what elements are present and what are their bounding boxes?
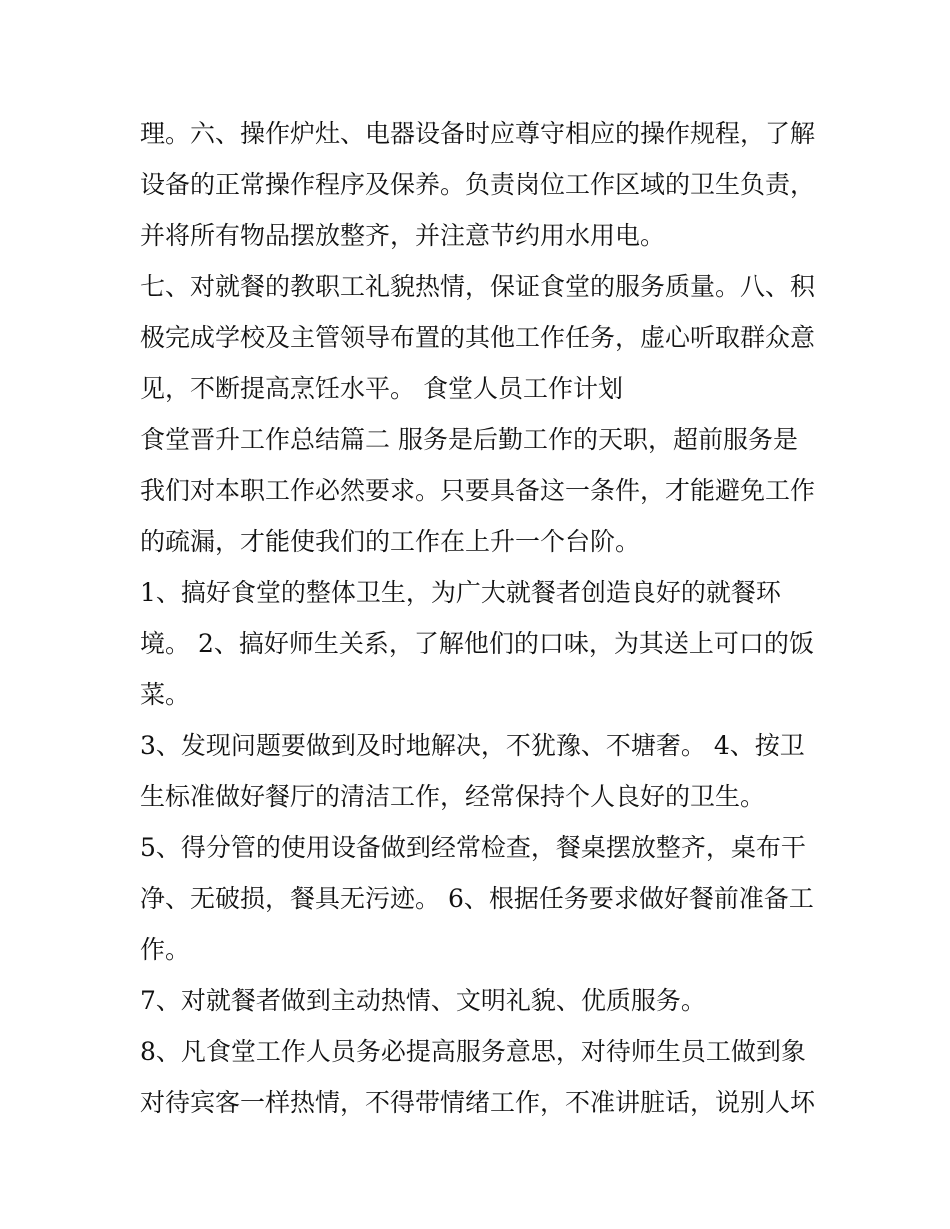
text-line: 5、得分管的使用设备做到经常检查，餐桌摆放整齐，桌布干 (140, 833, 806, 862)
text-line: 净、无破损，餐具无污迹。 6、根据任务要求做好餐前准备工 (140, 884, 814, 913)
text-line: 的疏漏，才能使我们的工作在上升一个台阶。 (140, 527, 641, 556)
text-line: 对待宾客一样热情，不得带情绪工作，不准讲脏话，说别人坏 (140, 1088, 816, 1117)
text-line: 菜。 (140, 680, 191, 709)
text-line: 作。 (140, 935, 191, 964)
text-line: 设备的正常操作程序及保养。负责岗位工作区域的卫生负责， (140, 170, 816, 199)
text-line: 8、凡食堂工作人员务必提高服务意思，对待师生员工做到象 (140, 1037, 806, 1066)
text-line: 见，不断提高烹饪水平。 食堂人员工作计划 (140, 374, 623, 403)
text-line: 3、发现问题要做到及时地解决，不犹豫、不塘奢。 4、按卫 (140, 731, 805, 760)
text-line: 我们对本职工作必然要求。只要具备这一条件，才能避免工作 (140, 476, 816, 505)
text-line: 并将所有物品摆放整齐，并注意节约用水用电。 (140, 221, 666, 250)
body-text (140, 108, 820, 1128)
text-line: 七、对就餐的教职工礼貌热情，保证食堂的服务质量。八、积 (140, 272, 816, 301)
text-line: 1、搞好食堂的整体卫生，为广大就餐者创造良好的就餐环 (140, 578, 781, 607)
text-line: 食堂晋升工作总结篇二 服务是后勤工作的天职，超前服务是 (140, 425, 798, 454)
text-line: 境。 2、搞好师生关系，了解他们的口味，为其送上可口的饭 (140, 629, 814, 658)
text-line: 7、对就餐者做到主动热情、文明礼貌、优质服务。 (140, 986, 706, 1015)
text-line: 生标准做好餐厅的清洁工作，经常保持个人良好的卫生。 (140, 782, 766, 811)
text-line: 极完成学校及主管领导布置的其他工作任务，虚心听取群众意 (140, 323, 816, 352)
text-line: 理。六、操作炉灶、电器设备时应尊守相应的操作规程，了解 (140, 119, 816, 148)
